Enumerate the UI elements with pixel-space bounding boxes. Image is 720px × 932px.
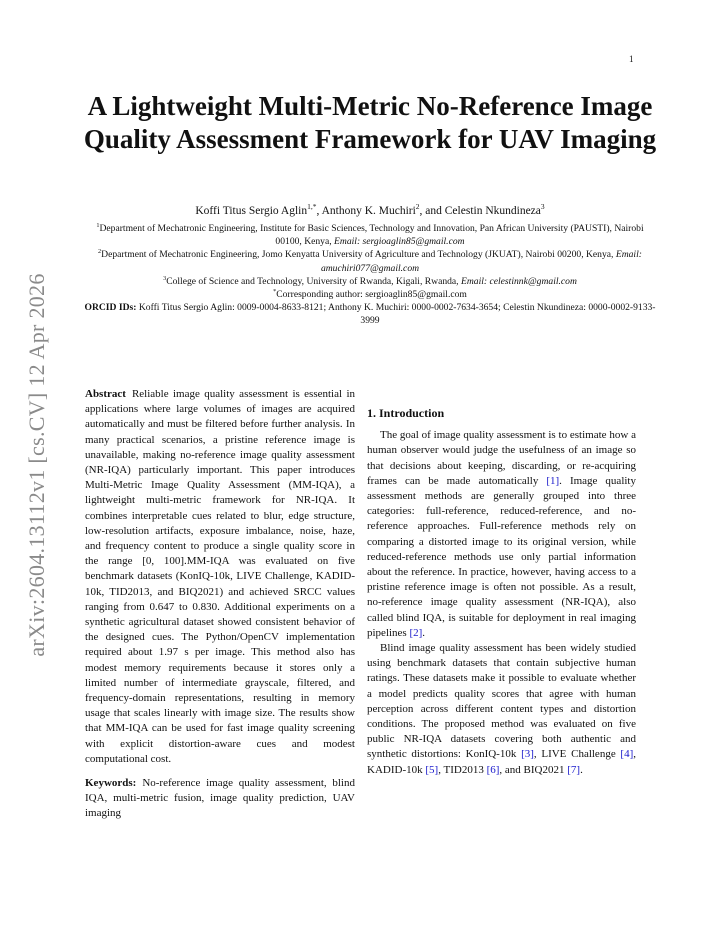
intro-paragraph-2	[367, 641, 636, 778]
paragraph-text: .	[422, 626, 426, 639]
affiliation	[84, 222, 656, 248]
abstract	[85, 387, 355, 767]
abstract-label: Abstract	[85, 388, 126, 400]
affiliation-email: Email: celestinnk@gmail.com	[460, 275, 577, 287]
affiliation	[84, 275, 656, 288]
corresponding-marker: *	[273, 287, 277, 295]
citation-link[interactable]: [5]	[425, 763, 439, 776]
affiliation-marker: 1	[96, 221, 100, 229]
affiliation	[84, 248, 656, 274]
author-marker: 3	[540, 202, 545, 212]
author-marker: 1,*	[307, 202, 317, 212]
page-number: 1	[629, 54, 634, 64]
author-name: Koffi Titus Sergio Aglin	[195, 205, 308, 217]
keywords-label: Keywords:	[85, 777, 137, 790]
paragraph-text: , TID2013	[438, 763, 487, 776]
author-name: Anthony K. Muchiri	[321, 205, 416, 217]
keywords	[85, 776, 355, 822]
paper-title: A Lightweight Multi-Metric No-Reference Image Quality Assessment Framework for UAV Imaging	[83, 91, 657, 154]
paragraph-text: The goal of image quality assessment is to estimate how a human observer would judge the usefulness of an image so that decisions about keeping, discarding, or re-acquiring frames can be made automatically	[367, 429, 636, 487]
corresponding-text: Corresponding author: sergioaglin85@gmail.com	[276, 289, 467, 301]
affiliation-text: Department of Mechatronic Engineering, Institute for Basic Sciences, Technology and Innovation, Pan African University (PAUSTI), Nairobi 00100, Kenya,	[99, 223, 644, 248]
author-name: Celestin Nkundineza	[444, 205, 541, 217]
orcid-text: Koffi Titus Sergio Aglin: 0009-0004-8633-8121; Anthony K. Muchiri: 0000-0002-7634-3654; Celestin Nkundineza: 0000-0002-9133-3999	[136, 302, 656, 327]
paragraph-text: , and BIQ2021	[499, 763, 568, 776]
right-column	[367, 387, 636, 778]
affiliation-text: College of Science and Technology, University of Rwanda, Kigali, Rwanda,	[166, 275, 461, 287]
paragraph-text: . Image quality assessment methods are generally grouped into three categories: full-reference, reduced-reference, and no-reference approaches. Full-reference methods rely on comparing a distorted image to its original version, while reduced-reference methods use only partial information about the reference. In practice, however, having access to a pristine reference image is often not possible. As a result, no-reference image quality assessment (NR-IQA), also called blind IQA, is suitable for deployment in real imaging pipelines	[367, 474, 636, 639]
affiliation-text: Department of Mechatronic Engineering, Jomo Kenyatta University of Agriculture and Technology (JKUAT), Nairobi 00200, Kenya,	[101, 249, 616, 261]
affiliation-email: Email: sergioaglin85@gmail.com	[334, 236, 465, 248]
orcid-label: ORCID IDs:	[84, 302, 137, 314]
left-column	[85, 387, 355, 822]
section-heading-introduction: 1. Introduction	[367, 406, 445, 420]
author-list	[60, 204, 680, 219]
arxiv-identifier: arXiv:2604.13112v1 [cs.CV] 12 Apr 2026	[24, 273, 49, 657]
paragraph-text: .	[580, 763, 583, 776]
author-marker: 2	[415, 202, 420, 212]
corresponding-author	[84, 288, 656, 301]
paragraph-text: , LIVE Challenge	[533, 748, 621, 761]
citation-link[interactable]: [7]	[567, 763, 581, 776]
citation-link[interactable]: [6]	[486, 763, 500, 776]
affiliations	[84, 222, 656, 328]
affiliation-marker: 2	[98, 248, 102, 256]
affiliation-marker: 3	[163, 274, 167, 282]
abstract-text: Reliable image quality assessment is essential in applications where large volumes of images are acquired automatically and must be filtered before further analysis. In many practical scenarios, a pristine reference image is unavailable, making no-reference image quality assessment (NR-IQA) particularly important. This paper introduces Multi-Metric Image Quality Assessment (MM-IQA), a lightweight multi-metric framework for NR-IQA. It combines interpretable cues related to blur, edge structure, low-resolution artifacts, exposure imbalance, noise, haze, and frequency content to produce a single quality score in the range [0, 100].MM-IQA was evaluated on five benchmark datasets (KonIQ-10k, LIVE Challenge, KADID-10k, TID2013, and BIQ2021) and achieved SRCC values ranging from 0.647 to 0.830. Additional experiments on a synthetic agricultural dataset showed consistent behavior of the designed cues. The Python/OpenCV implementation required about 1.97 s per image. This method also has modest memory requirements because it stores only a limited number of intermediate grayscale, filtered, and frequency-domain representations, resulting in memory usage that scales linearly with image size. The results show that MM-IQA can be used for fast image quality screening with explicit distortion-aware cues and modest computational cost.	[85, 388, 355, 765]
citation-link[interactable]: [2]	[409, 626, 423, 639]
affiliation-email: Email: amuchiri077@gmail.com	[320, 249, 642, 274]
paragraph-text: Blind image quality assessment has been widely studied using benchmark datasets that contain subjective human ratings. These datasets make it possible to evaluate whether a model predicts quality scores that agree with human perception across different content types and distortion conditions. The proposed method was evaluated on five public NR-IQA datasets covering both authentic and synthetic distortions: KonIQ-10k	[367, 642, 636, 761]
intro-paragraph-1	[367, 428, 636, 641]
citation-link[interactable]: [3]	[521, 748, 534, 761]
citation-link[interactable]: [4]	[620, 748, 634, 761]
keywords-text: No-reference image quality assessment, blind IQA, multi-metric fusion, image quality prediction, UAV imaging	[85, 777, 355, 820]
orcid-ids	[84, 301, 656, 327]
citation-link[interactable]: [1]	[546, 474, 560, 487]
author-separator: ,	[316, 205, 322, 217]
author-separator: , and	[419, 205, 445, 217]
paragraph-text: , KADID-10k	[367, 748, 636, 776]
